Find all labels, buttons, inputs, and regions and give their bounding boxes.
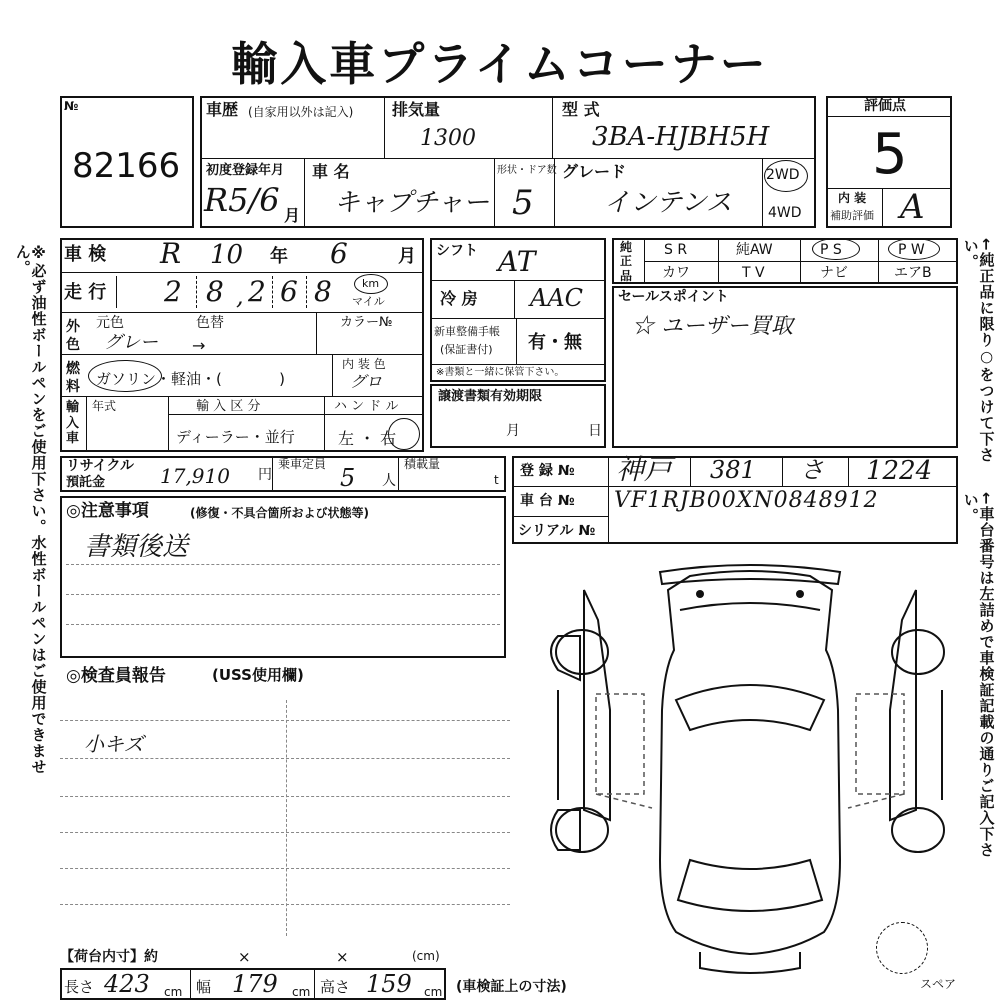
equip-tv: T V [742,265,765,281]
mileage-digit: 8 [314,275,332,308]
equip-pw-circle [888,238,940,260]
inspection-month-unit: 月 [398,246,416,267]
warranty-value: 有・無 [528,332,582,353]
ac-value: AAC [530,284,584,312]
lot-label: № [64,99,79,113]
first-reg-label: 初度登録年月 [206,163,285,178]
interior-score-label1: 内 装 [838,191,867,205]
inspector-value: 小キズ [84,732,144,756]
equip-ps: P S [820,242,842,258]
handle-value: 左 ・ 右 [338,429,397,448]
inspection-label: 車 検 [64,244,107,265]
import-year-label: 年式 [92,399,117,413]
handle-circle [388,418,420,450]
registration-place: 神戸 [616,453,673,486]
color-no-label: カラー№ [340,315,393,330]
fuel-value: ガソリン・軽油・( ) [96,370,285,388]
registration-number: 1224 [866,456,933,486]
drive-2wd: 2WD [766,167,800,183]
inspector-label: ◎検査員報告 [66,666,166,686]
orig-color-value: グレー [104,332,158,353]
notes-sub: (修復・不具合箇所および状態等) [190,506,369,520]
sales-point-box [612,286,958,448]
right-note-equipment: ←純正品に限り○をつけて下さい。 [961,238,996,463]
load-unit: t [494,473,499,487]
spare-label: スペア [920,977,957,991]
recycle-label2: 預託金 [66,475,106,490]
transfer-day: 日 [588,423,602,439]
grade-value: インテンス [604,188,732,218]
model-value: 3BA-HJBH5H [592,122,770,152]
notes-value: 書類後送 [84,532,189,562]
ac-label: 冷 房 [440,289,478,308]
mileage-digits [116,276,342,308]
first-reg-value: R5/6 [204,181,280,219]
warranty-label2: (保証書付) [440,343,493,356]
grade-label: グレード [562,162,627,181]
registration-kana: さ [800,456,824,484]
score-label: 評価点 [864,98,906,114]
mileage-digit: 6 [280,275,298,308]
inspection-year: 10 [210,240,244,270]
fuel-label: 燃料 [66,361,80,396]
height-label: 高さ [320,978,351,996]
lot-number: 82166 [72,146,181,186]
doors-value: 5 [512,183,534,223]
length-value: 423 [104,970,150,998]
inspection-era: R [160,237,182,270]
mileage-label: 走 行 [64,282,107,303]
width-value: 179 [232,970,278,998]
score-value: 5 [872,122,908,187]
warranty-label1: 新車整備手帳 [434,325,500,338]
interior-color-label: 内 装 色 [342,357,386,371]
height-unit: cm [424,985,443,999]
chassis-value: VF1RJB00XN0848912 [614,488,879,513]
page-title: 輸入車プライムコーナー [231,37,769,91]
inspection-year-unit: 年 [270,246,288,267]
mileage-unit-mile: マイル [352,295,385,308]
color-arrow: → [192,336,206,355]
equip-leather: カワ [662,265,690,281]
height-value: 159 [366,970,412,998]
history-label: 車歴 [206,100,239,119]
width-label: 幅 [196,978,212,996]
drive-circle [764,160,808,192]
displacement-value: 1300 [420,126,476,151]
car-diagram [540,560,960,980]
capacity-label: 乗車定員 [278,457,327,471]
load-label: 積載量 [404,457,441,471]
transfer-month: 月 [506,423,520,439]
serial-label: シリアル № [518,523,596,539]
inspector-sub: (USS使用欄) [212,666,304,684]
equip-ps-circle [812,238,860,260]
mileage-digit: 8 [206,275,224,308]
cargo-x2: × [336,948,349,966]
equipment-label: 純正品 [620,240,633,283]
sales-point-value: ☆ ユーザー買取 [632,314,793,339]
car-name-label: 車 名 [312,162,350,181]
import-category-value: ディーラー・並行 [176,428,295,446]
inspection-month: 6 [330,237,348,270]
first-reg-unit: 月 [284,206,301,225]
car-name-value: キャプチャー [334,188,490,218]
equip-airbag: エアB [894,265,932,281]
mileage-km-circle [354,274,388,294]
fuel-circle [88,360,162,392]
shift-label: シフト [436,243,478,259]
registration-label: 登 録 № [520,463,575,479]
model-label: 型 式 [562,100,600,119]
shift-value: AT [498,245,536,278]
chassis-label: 車 台 № [520,493,575,509]
sales-point-label: セールスポイント [618,289,729,305]
capacity-unit: 人 [382,473,396,489]
mileage-comma: , [236,282,244,310]
capacity-value: 5 [340,464,356,492]
handle-label: ハ ン ド ル [334,399,399,414]
outer-color-label: 外色 [66,319,80,354]
length-label: 長さ [64,978,95,996]
orig-color-label: 元色 [96,315,124,331]
cargo-label: 【荷台内寸】約 [60,949,158,965]
right-note-chassis: ←車台番号は左詰めで車検証記載の通りご記入下さい。 [961,492,996,858]
import-category-label: 輸 入 区 分 [196,399,261,414]
history-sub: (自家用以外は記入) [248,105,354,119]
cargo-unit: (cm) [412,949,440,963]
equip-aw: 純AW [736,242,773,258]
dims-note: (車検証上の寸法) [456,979,567,995]
equip-pw: P W [898,242,925,258]
doors-label: 形状・ドア数 [497,165,557,176]
left-note: ※必ず油性ボールペンをご使用下さい。水性ボールペンはご使用できません。 [13,244,48,775]
drive-4wd: 4WD [768,205,802,221]
import-label: 輸入車 [66,400,80,447]
width-unit: cm [292,985,311,999]
displacement-label: 排気量 [392,100,441,119]
mileage-unit-km: km [362,277,380,290]
spare-tire-icon [876,922,928,974]
length-unit: cm [164,985,183,999]
recycle-unit: 円 [258,467,272,483]
recycle-label1: リサイクル [66,458,135,474]
equip-navi: ナビ [820,265,848,281]
warranty-note: ※書類と一緒に保管下さい。 [436,367,565,378]
interior-score-label2: 補助評価 [830,209,874,222]
interior-color-value: グロ [350,372,383,391]
change-color-label: 色替 [196,315,224,331]
equip-sr: S R [664,242,688,258]
mileage-digit: 2 [164,275,182,308]
transfer-label: 譲渡書類有効期限 [438,389,543,404]
notes-label: ◎注意事項 [66,501,149,521]
registration-class: 381 [710,456,756,484]
interior-score-value: A [900,187,925,227]
mileage-digit: 2 [248,275,266,308]
recycle-value: 17,910 [160,464,230,488]
cargo-x1: × [238,948,251,966]
